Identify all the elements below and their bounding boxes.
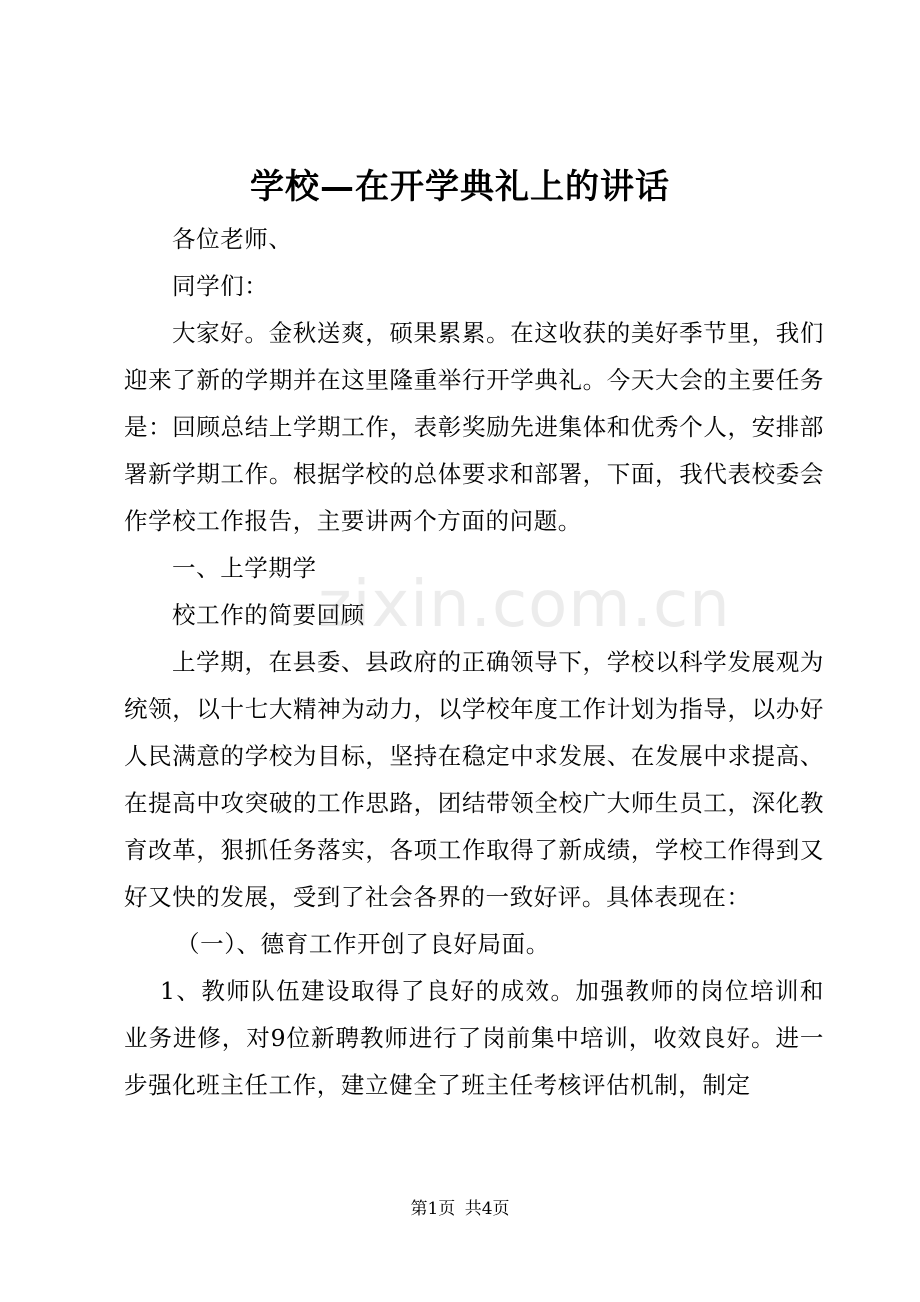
- paragraph-section-one-heading-a: 一、上学期学: [172, 554, 317, 582]
- paragraph-greeting-teachers: 各位老师、: [172, 225, 293, 253]
- paragraph-greeting-students: 同学们：: [172, 272, 269, 300]
- document-body: [124, 216, 824, 1109]
- paragraph-subsection-moral: （一）、德育工作开创了良好局面。: [176, 930, 550, 958]
- page-total: 共4页: [464, 1199, 510, 1219]
- watermark-text: zixin.com.cn: [318, 568, 731, 642]
- paragraph-section-one-heading-b: 校工作的简要回顾: [172, 601, 365, 629]
- paragraph-opening: 大家好。金秋送爽，硕果累累。在这收获的美好季节里，我们迎来了新的学期并在这里隆重举行开学典礼。今天大会的主要任务是：回顾总结上学期工作，表彰奖励先进集体和优秀个人，安排部署新学期工作。根据学校的总体要求和部署，下面，我代表校委会作学校工作报告，主要讲两个方面的问题。: [124, 319, 824, 535]
- page-footer: [0, 1194, 920, 1224]
- document-title: 学校—在开学典礼上的讲话: [250, 167, 670, 207]
- page-number: 第1页: [410, 1199, 456, 1219]
- paragraph-teacher-team: 1、教师队伍建设取得了良好的成效。加强教师的岗位培训和业务进修，对9位新聘教师进行了岗前集中培训，收效良好。进一步强化班主任工作，建立健全了班主任考核评估机制，制定: [124, 977, 824, 1099]
- paragraph-review: 上学期，在县委、县政府的正确领导下，学校以科学发展观为统领，以十七大精神为动力，以学校年度工作计划为指导，以办好人民满意的学校为目标，坚持在稳定中求发展、在发展中求提高、在提高中攻突破的工作思路，团结带领全校广大师生员工，深化教育改革，狠抓任务落实，各项工作取得了新成绩，学校工作得到又好又快的发展，受到了社会各界的一致好评。具体表现在：: [124, 648, 824, 911]
